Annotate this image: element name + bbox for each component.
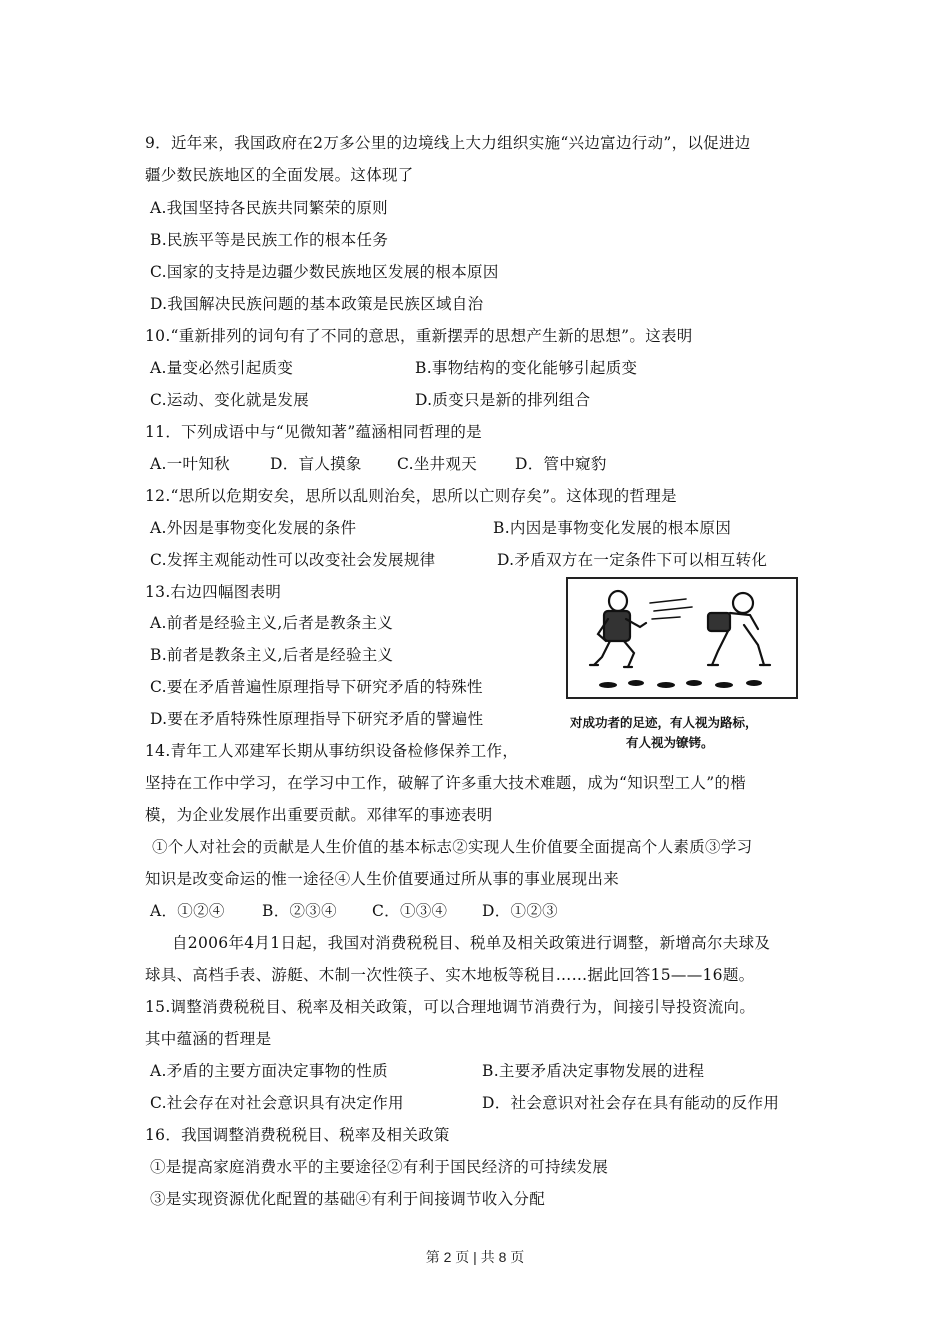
q14-option-a: A．①②④ xyxy=(150,902,225,920)
q9-option-a: A.我国坚持各民族共同繁荣的原则 xyxy=(150,199,388,217)
q12-option-a: A.外因是事物变化发展的条件 xyxy=(150,519,357,537)
material-line-1: 自2006年4月1日起，我国对消费税税目、税单及相关政策进行调整，新增高尔夫球及 xyxy=(172,934,771,952)
q15-option-d: D．社会意识对社会存在具有能动的反作用 xyxy=(482,1094,780,1112)
q12-option-b: B.内因是事物变化发展的根本原因 xyxy=(493,519,732,537)
q14-option-b: B．②③④ xyxy=(262,902,337,920)
q10-option-a: A.量变必然引起质变 xyxy=(150,359,294,377)
q9-stem-line-2: 疆少数民族地区的全面发展。这体现了 xyxy=(145,166,414,184)
material-line-2: 球具、高档手表、游艇、木制一次性筷子、实木地板等税目……据此回答15——16题。 xyxy=(145,966,755,984)
q13-option-c: C.要在矛盾普遍性原理指导下研究矛盾的特殊性 xyxy=(150,678,483,696)
q14-stem-line-3: 模，为企业发展作出重要贡献。邓律军的事迹表明 xyxy=(145,806,493,824)
q11-option-d: D．管中窥豹 xyxy=(515,455,607,473)
q11-option-a: A.一叶知秋 xyxy=(150,455,230,473)
q14-statements-line-1: ①个人对社会的贡献是人生价值的基本标志②实现人生价值要全面提高个人素质③学习 xyxy=(152,838,753,856)
q13-option-b: B.前者是教条主义,后者是经验主义 xyxy=(150,646,394,664)
q11-option-b: D．盲人摸象 xyxy=(270,455,362,473)
q16-statements-line-2: ③是实现资源优化配置的基础④有利于间接调节收入分配 xyxy=(150,1190,546,1208)
q10-option-d: D.质变只是新的排列组合 xyxy=(415,391,591,409)
q14-stem-line-2: 坚持在工作中学习，在学习中工作，破解了许多重大技术难题，成为“知识型工人”的楷 xyxy=(145,774,747,792)
q13-option-a: A.前者是经验主义,后者是教条主义 xyxy=(150,614,394,632)
q13-option-d: D.要在矛盾特殊性原理指导下研究矛盾的譬遍性 xyxy=(150,710,484,728)
page-footer: 第 2 页 | 共 8 页 xyxy=(425,1249,525,1265)
cartoon-caption-line-2: 有人视为镣铐。 xyxy=(626,735,714,750)
q12-option-c: C.发挥主观能动性可以改变社会发展规律 xyxy=(150,551,436,569)
cartoon-drawing xyxy=(568,579,796,697)
q13-cartoon-image xyxy=(566,577,798,699)
q16-stem: 16．我国调整消费税税目、税率及相关政策 xyxy=(145,1126,450,1144)
q12-stem: 12.“思所以危期安矣，思所以乱则治矣，思所以亡则存矣”。这体现的哲理是 xyxy=(145,487,677,505)
q14-statements-line-2: 知识是改变命运的惟一途径④人生价值要通过所从事的事业展现出来 xyxy=(145,870,620,888)
q15-option-b: B.主要矛盾决定事物发展的进程 xyxy=(482,1062,705,1080)
q13-stem: 13.右边四幅图表明 xyxy=(145,583,282,601)
q15-stem-line-2: 其中蕴涵的哲理是 xyxy=(145,1030,272,1048)
q11-stem: 11．下列成语中与“见微知著”蕴涵相同哲理的是 xyxy=(145,423,482,441)
q15-option-a: A.矛盾的主要方面决定事物的性质 xyxy=(150,1062,388,1080)
q9-option-d: D.我国解决民族问题的基本政策是民族区域自治 xyxy=(150,295,484,313)
q11-option-c: C.坐井观天 xyxy=(397,455,478,473)
q10-stem: 10.“重新排列的词句有了不同的意思，重新摆弄的思想产生新的思想”。这表明 xyxy=(145,327,693,345)
q9-option-b: B.民族平等是民族工作的根本任务 xyxy=(150,231,389,249)
q14-option-d: D．①②③ xyxy=(482,902,558,920)
q14-stem-line-1: 14.青年工人邓建军长期从事纺织设备检修保养工作， xyxy=(145,742,519,760)
q14-option-c: C．①③④ xyxy=(372,902,448,920)
q10-option-b: B.事物结构的变化能够引起质变 xyxy=(415,359,638,377)
q10-option-c: C.运动、变化就是发展 xyxy=(150,391,310,409)
q15-option-c: C.社会存在对社会意识具有决定作用 xyxy=(150,1094,404,1112)
cartoon-caption-line-1: 对成功者的足迹，有人视为路标， xyxy=(570,715,758,730)
q9-option-c: C.国家的支持是边疆少数民族地区发展的根本原因 xyxy=(150,263,499,281)
q15-stem-line-1: 15.调整消费税税目、税率及相关政策，可以合理地调节消费行为，间接引导投资流向。 xyxy=(145,998,756,1016)
q12-option-d: D.矛盾双方在一定条件下可以相互转化 xyxy=(497,551,768,569)
q9-stem-line-1: 9．近年来，我国政府在2万多公里的边境线上大力组织实施“兴边富边行动”，以促进边 xyxy=(145,134,751,152)
q16-statements-line-1: ①是提高家庭消费水平的主要途径②有利于国民经济的可持续发展 xyxy=(150,1158,609,1176)
